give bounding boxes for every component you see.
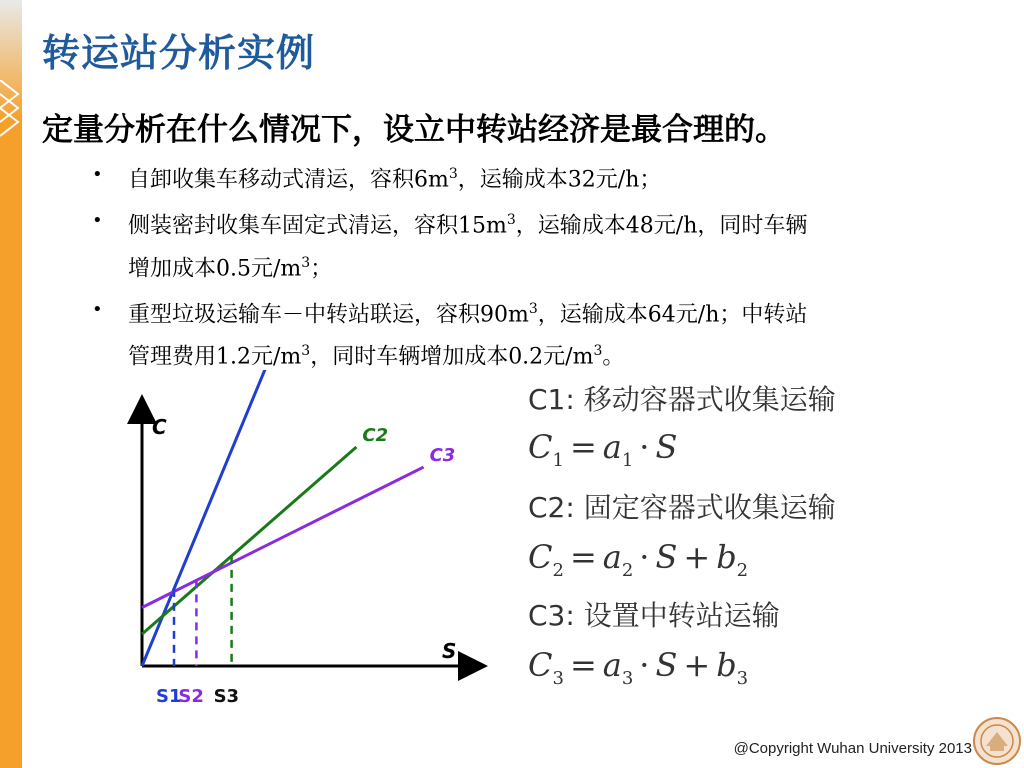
bullet-2-line2: 增加成本0.5元/m xyxy=(128,255,302,281)
tick-label-s2: S2 xyxy=(178,686,204,707)
series-label-c2: C2 xyxy=(362,424,389,446)
legend-panel xyxy=(528,378,948,698)
copyright-notice: @Copyright Wuhan University 2013 xyxy=(733,740,972,757)
cost-comparison-chart xyxy=(120,370,500,710)
bullet-1-sup: 3 xyxy=(448,166,458,182)
bullet-3-line2-sup: 3 xyxy=(301,343,311,360)
band-chevron-marks xyxy=(0,80,22,140)
series-label-c3: C3 xyxy=(429,445,456,467)
bullet-3-line2: 管理费用1.2元/m xyxy=(128,344,302,370)
c3-formula: $C_3 = a_3 \cdot S + b_3$ xyxy=(528,646,749,689)
bullet-2-line2-sup: 3 xyxy=(301,254,311,271)
intersection-drop-lines xyxy=(174,556,232,666)
bullet-item-3 xyxy=(90,291,990,376)
tick-label-s3: S3 xyxy=(213,686,240,707)
x-axis-label: S xyxy=(442,639,457,663)
university-seal-icon xyxy=(972,716,1022,766)
bullet-2-tail: ，运输成本48元/h，同时车辆 xyxy=(515,213,808,239)
c1-description: C1: 移动容器式收集运输 xyxy=(528,383,836,416)
bullet-3-line2-tail2: 。 xyxy=(602,344,625,370)
c3-description: C3: 设置中转站运输 xyxy=(528,599,780,632)
series-lines xyxy=(142,370,424,666)
series-line-c3 xyxy=(142,467,424,607)
bullet-3-tail: ，运输成本64元/h；中转站 xyxy=(537,302,808,328)
bullet-3-sup: 3 xyxy=(528,300,538,317)
bullet-3-line2-sup2: 3 xyxy=(593,343,603,360)
bullet-list xyxy=(90,156,990,380)
bullet-1-text: 自卸收集车移动式清运，容积6m xyxy=(128,167,449,193)
y-axis-label: C xyxy=(152,415,167,439)
bullet-2-sup: 3 xyxy=(506,212,516,229)
c2-formula: $C_2 = a_2 \cdot S + b_2$ xyxy=(528,538,749,581)
bullet-3-line2-tail: ，同时车辆增加成本0.2元/m xyxy=(310,344,594,370)
c1-formula: $C_1 = a_1 \cdot S$ xyxy=(528,428,678,471)
tick-label-s1: S1 xyxy=(156,686,182,707)
c2-description: C2: 固定容器式收集运输 xyxy=(528,491,836,524)
series-and-tick-labels xyxy=(156,370,455,707)
bullet-1-tail: ，运输成本32元/h； xyxy=(457,167,662,193)
page-subtitle: 定量分析在什么情况下，设立中转站经济是最合理的。 xyxy=(42,112,786,148)
page-title: 转运站分析实例 xyxy=(42,31,316,75)
bullet-2-text: 侧装密封收集车固定式清运，容积15m xyxy=(128,213,507,239)
bullet-3-text: 重型垃圾运输车－中转站联运，容积90m xyxy=(128,302,529,328)
bullet-item-1 xyxy=(90,156,990,198)
bullet-2-line2-tail: ； xyxy=(310,255,333,281)
bullet-item-2 xyxy=(90,202,990,287)
